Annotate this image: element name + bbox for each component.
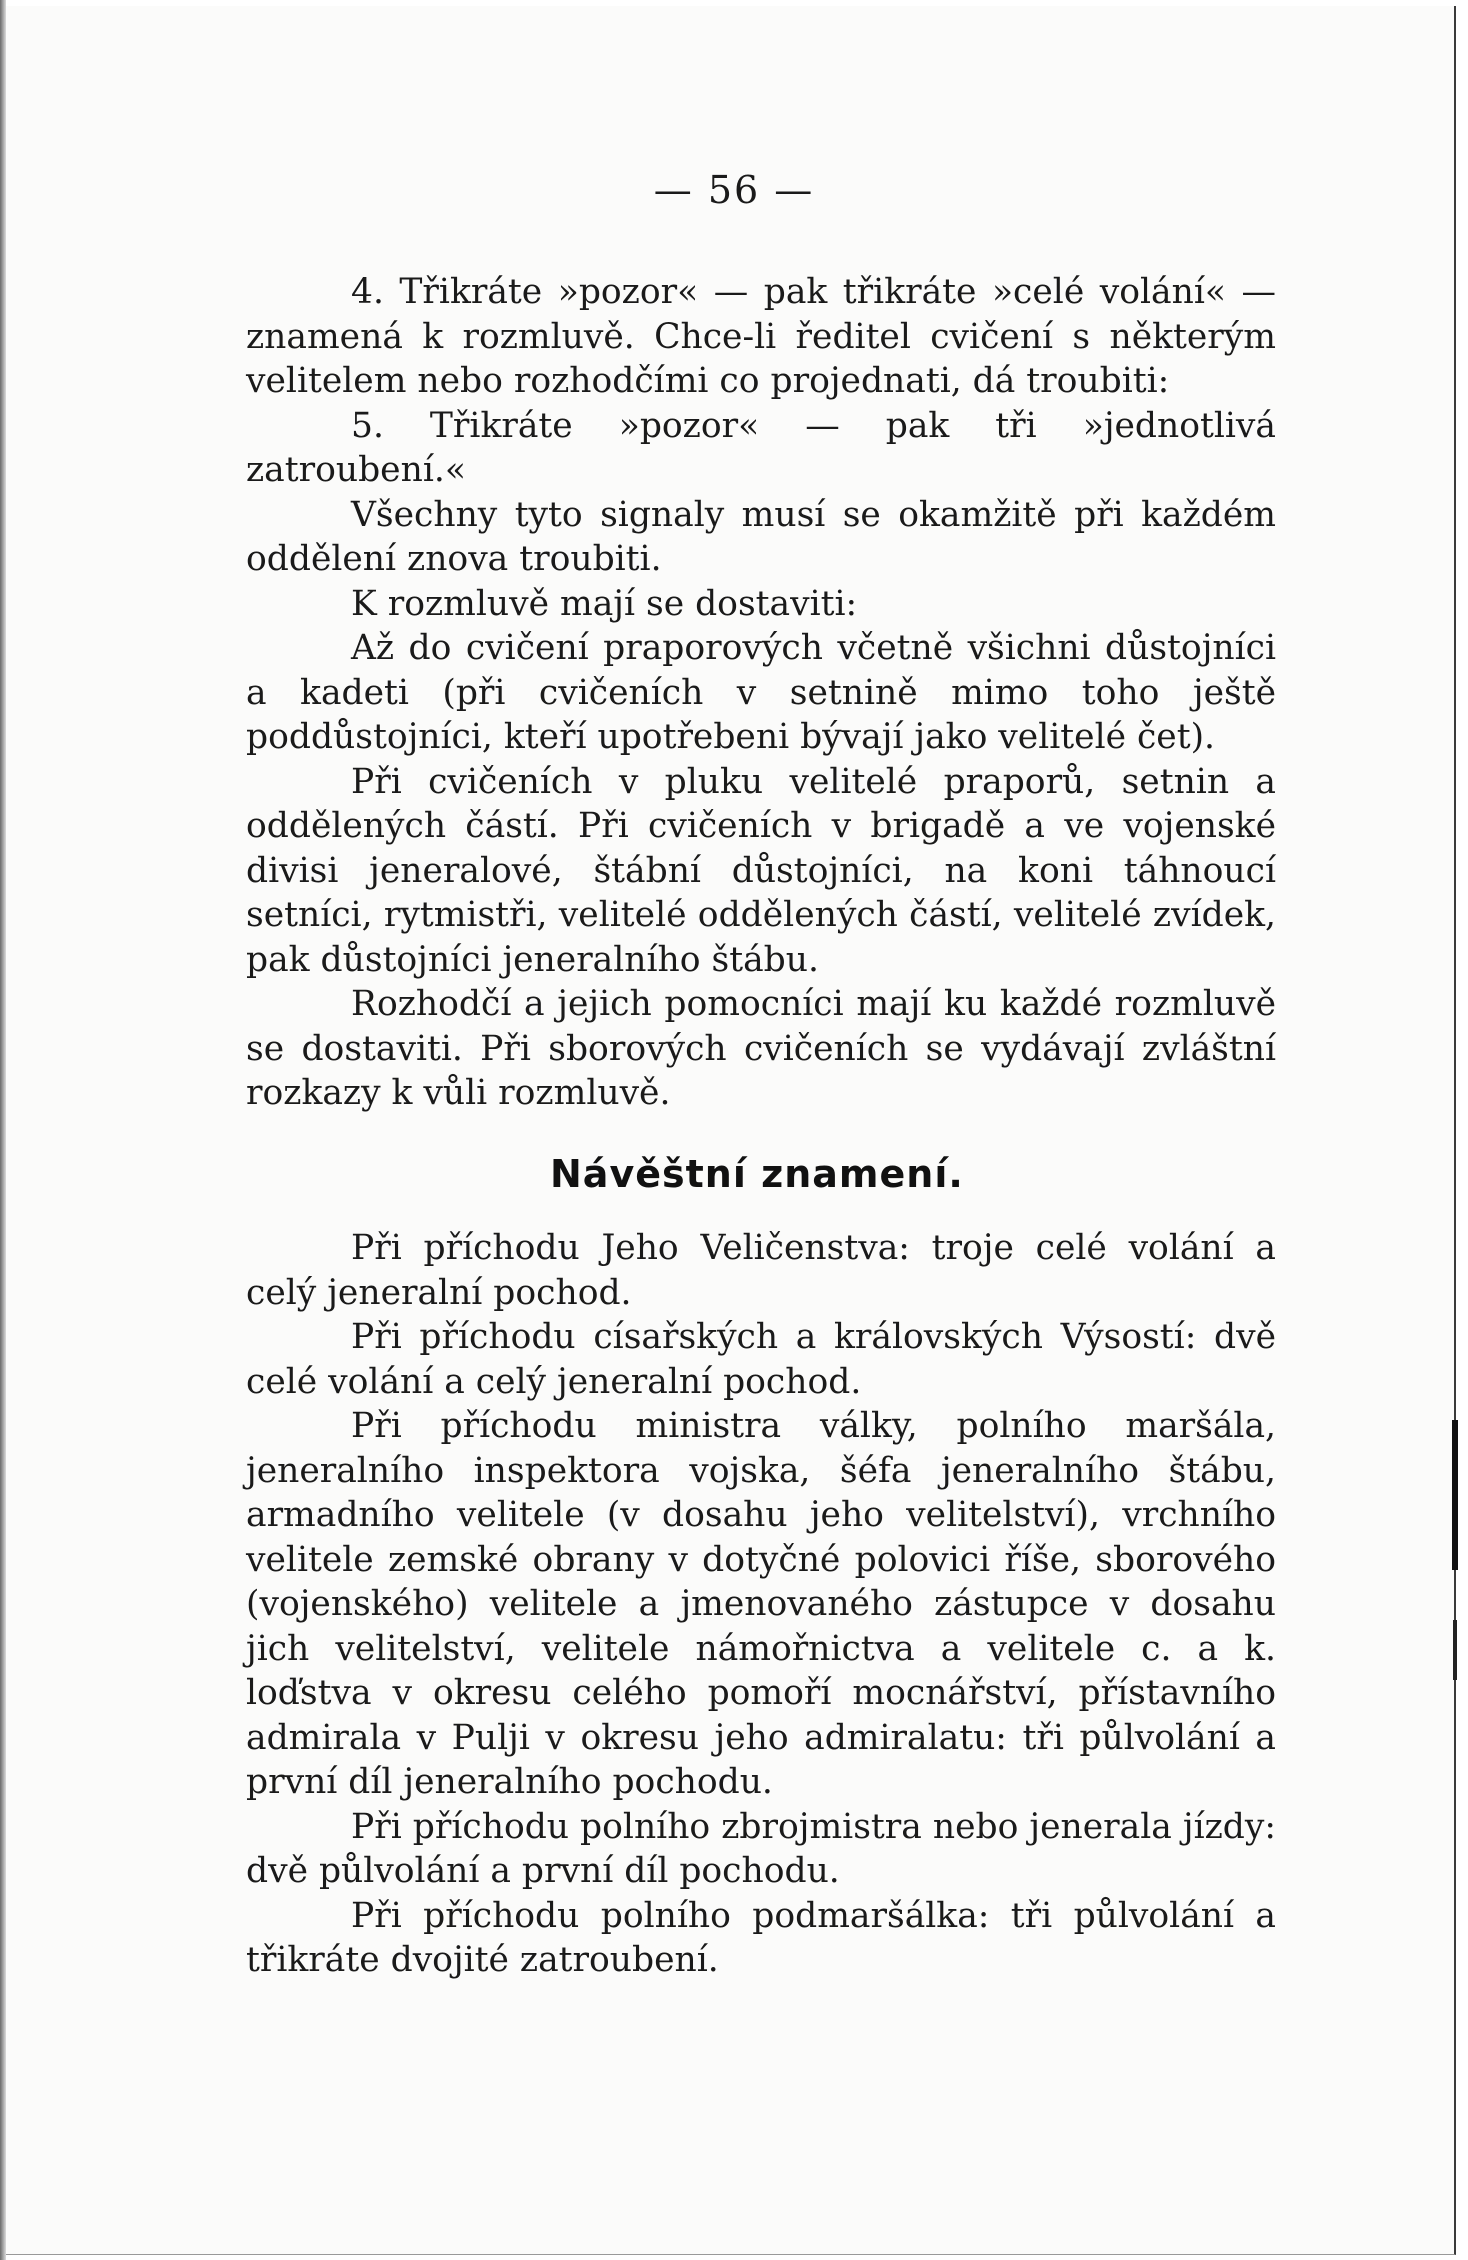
- paragraph: 5. Třikráte »pozor« — pak tři »jednotlivá zatroubení.«: [246, 405, 1276, 490]
- section-signals-text: [246, 270, 1276, 1116]
- paragraph: Při příchodu Jeho Veličenstva: troje celé volání a celý jeneralní pochod.: [246, 1228, 1276, 1313]
- paragraph: Při příchodu císařských a královských Výsostí: dvě celé volání a celý jeneralní pochod.: [246, 1317, 1276, 1402]
- paragraph: Až do cvičení praporových včetně všichni důstojníci a kadeti (při cvičeních v setnině mimo toho ještě poddůstojníci, kteří upotřebeni bývají jako velitelé čet).: [246, 628, 1276, 757]
- binding-mark-2: [1453, 1620, 1457, 1680]
- paragraph: Při cvičeních v pluku velitelé praporů, setnin a oddělených částí. Při cvičeních v brigadě a ve vojenské divisi jeneralové, štábní důstojníci, na koni táhnoucí setníci, rytmistři, velitelé oddělených částí, velitelé zvídek, pak důstojníci jeneralního štábu.: [246, 761, 1276, 980]
- paragraph: Rozhodčí a jejich pomocníci mají ku každé rozmluvě se dostaviti. Při sborových cvičeních se vydávají zvláštní rozkazy k vůli rozmluvě.: [246, 984, 1276, 1113]
- section-announcement-text: [246, 1226, 1276, 1983]
- paragraph: 4. Třikráte »pozor« — pak třikráte »celé volání« — znamená k rozmluvě. Chce-li ředitel cvičení s některým velitelem nebo rozhodčími co projednati, dá troubiti:: [246, 272, 1276, 401]
- binding-mark: [1452, 1420, 1458, 1570]
- paragraph: K rozmluvě mají se dostaviti:: [351, 583, 858, 624]
- paragraph: Při příchodu polního zbrojmistra nebo jenerala jízdy: dvě půlvolání a první díl pochodu.: [246, 1806, 1276, 1891]
- section-heading: Návěštní znamení.: [550, 1152, 964, 1196]
- paragraph: Při příchodu polního podmaršálka: tři půlvolání a třikráte dvojité zatroubení.: [246, 1895, 1276, 1980]
- paragraph: Všechny tyto signaly musí se okamžitě při každém oddělení znova troubiti.: [246, 494, 1276, 579]
- paragraph: Při příchodu ministra války, polního maršála, jeneralního inspektora vojska, šéfa jeneralního štábu, armadního velitele (v dosahu jeho velitelství), vrchního velitele zemské obrany v dotyčné polovici říše, sborového (vojenského) velitele a jmenovaného zástupce v dosahu jich velitelství, velitele námořnictva a velitele c. a k. loďstva v okresu celého pomoří mocnářství, přístavního admirala v Pulji v okresu jeho admiralatu: tři půlvolání a první díl jeneralního pochodu.: [246, 1406, 1276, 1802]
- page-number: — 56 —: [653, 168, 815, 212]
